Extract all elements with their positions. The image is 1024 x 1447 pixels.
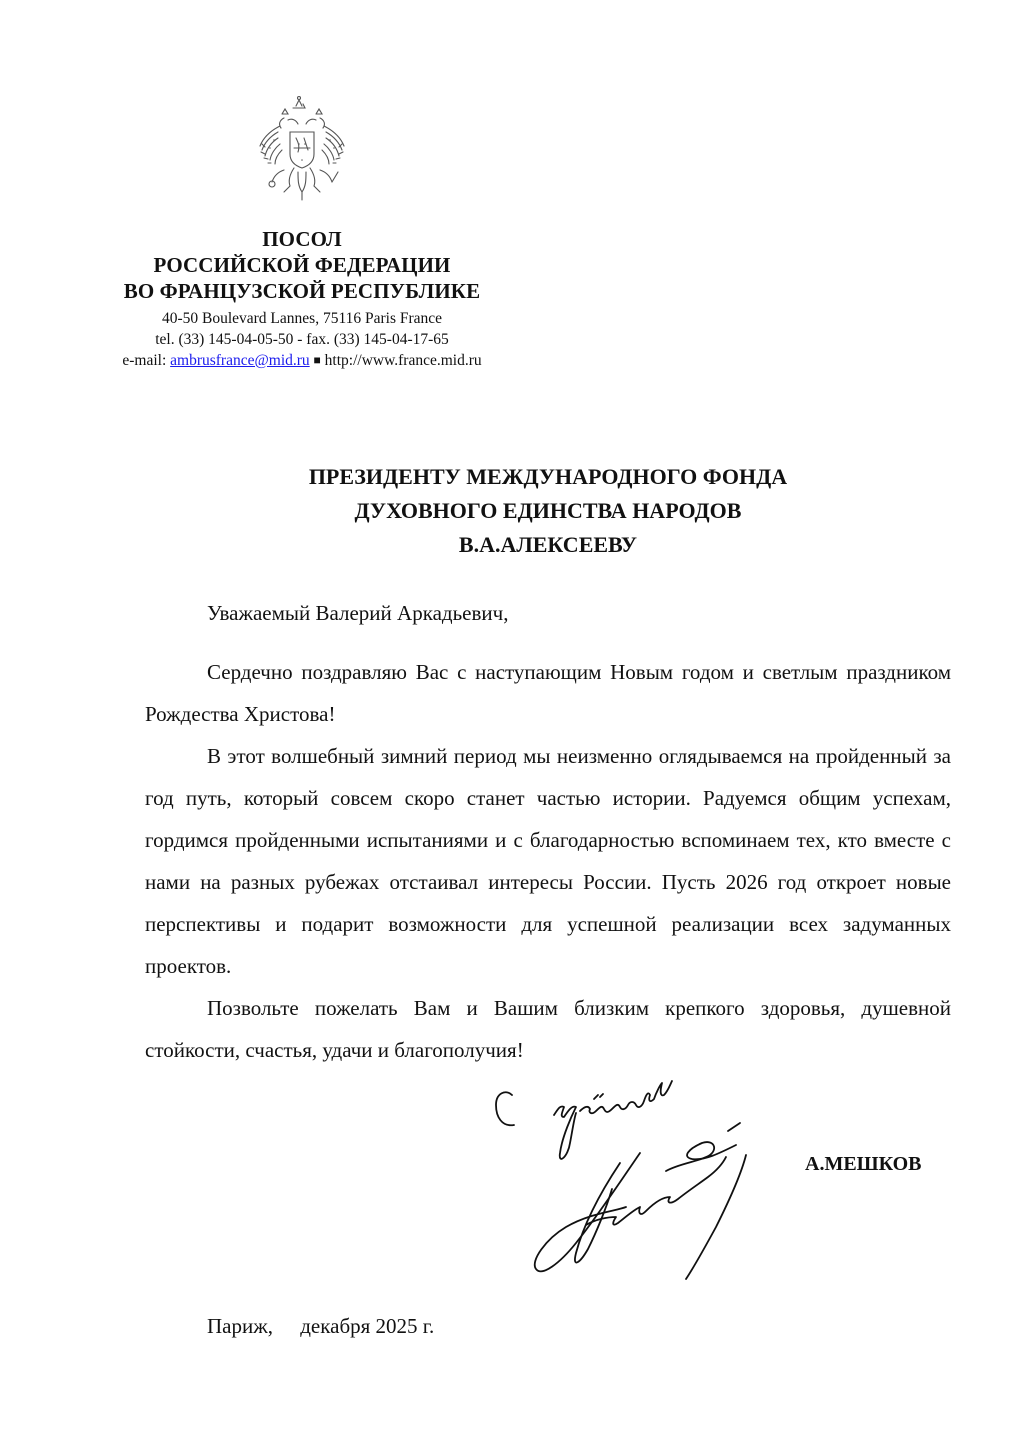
separator-square-icon: ■	[313, 353, 321, 367]
email-link[interactable]: ambrusfrance@mid.ru	[170, 352, 310, 369]
website-url: http://www.france.mid.ru	[324, 352, 482, 369]
signature-block	[490, 1075, 960, 1295]
addressee-line: ДУХОВНОГО ЕДИНСТВА НАРОДОВ	[354, 498, 742, 523]
addressee-line: ПРЕЗИДЕНТУ МЕЖДУНАРОДНОГО ФОНДА	[308, 464, 788, 489]
letterhead-title-line: РОССИЙСКОЙ ФЕДЕРАЦИИ	[153, 253, 451, 277]
handwritten-signature-icon	[490, 1075, 820, 1290]
signatory-name: А.МЕШКОВ	[805, 1153, 922, 1175]
letter-paragraph: Сердечно поздравляю Вас с наступающим Новым годом и светлым праздником Рождества Христова!	[145, 660, 951, 726]
salutation: Уважаемый Валерий Аркадьевич,	[207, 601, 509, 625]
embassy-address: 40-50 Boulevard Lannes, 75116 Paris France	[161, 310, 443, 327]
embassy-contacts	[100, 350, 504, 371]
embassy-phone-fax: tel. (33) 145-04-05-50 - fax. (33) 145-04-17-65	[155, 331, 449, 348]
letter-paragraph: В этот волшебный зимний период мы неизменно оглядываемся на пройденный за год путь, который совсем скоро станет частью истории. Радуемся общим успехам, гордимся пройденными испытаниями и с благодарностью вспоминаем тех, кто вместе с нами на разных рубежах отстаивал интересы России. Пусть 2026 год откроет новые перспективы и подарит возможности для успешной реализации всех задуманных проектов.	[145, 744, 951, 978]
letterhead-title-line: ВО ФРАНЦУЗСКОЙ РЕСПУБЛИКЕ	[123, 279, 481, 303]
date: декабря 2025 г.	[300, 1314, 435, 1338]
letter-body	[145, 592, 951, 1071]
letterhead	[100, 92, 504, 371]
addressee-line: В.А.АЛЕКСЕЕВУ	[458, 532, 638, 557]
letterhead-title-line: ПОСОЛ	[262, 227, 342, 251]
city: Париж,	[207, 1314, 273, 1338]
addressee-block	[200, 460, 896, 562]
place-and-date	[207, 1314, 434, 1339]
double-headed-eagle-emblem-icon	[254, 92, 350, 204]
email-label: e-mail:	[122, 352, 167, 369]
letter-paragraph: Позвольте пожелать Вам и Вашим близким крепкого здоровья, душевной стойкости, счастья, удачи и благополучия!	[145, 996, 951, 1062]
